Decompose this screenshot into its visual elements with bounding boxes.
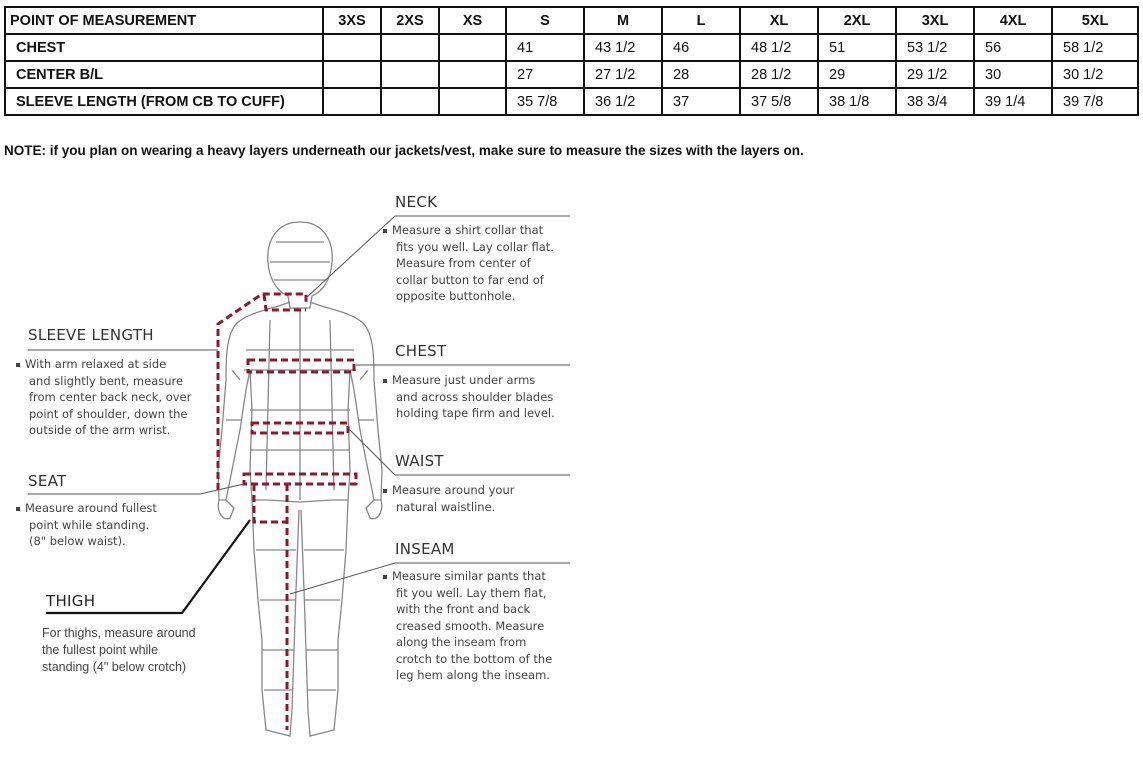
neck-title: NECK [395,193,438,211]
header-cell: 5XL [1052,7,1138,34]
header-cell: XS [439,7,506,34]
row-label: SLEEVE LENGTH (FROM CB TO CUFF) [5,88,323,115]
table-cell [323,61,381,88]
seat-title: SEAT [28,472,67,490]
neck-description: Measure a shirt collar that fits you well. Lay collar flat. Measure from center of collar button to far end of opposite buttonhole. [383,222,554,305]
header-cell: 3XS [323,7,381,34]
thigh-description: For thighs, measure around the fullest point while standing (4" below crotch) [42,626,196,674]
table-cell: 37 [662,88,740,115]
table-cell: 39 7/8 [1052,88,1138,115]
bullet-icon [16,363,20,367]
header-cell: M [584,7,662,34]
table-cell: 36 1/2 [584,88,662,115]
seat-description: Measure around fullest point while standing. (8" below waist). [16,500,157,550]
table-cell: 56 [974,34,1052,61]
table-cell [323,34,381,61]
bullet-icon [16,507,20,511]
table-cell [323,88,381,115]
table-cell [381,34,439,61]
layering-note: NOTE: if you plan on wearing a heavy layers underneath our jackets/vest, make sure to measure the sizes with the layers on. [4,143,804,158]
header-cell: XL [740,7,818,34]
table-cell [381,61,439,88]
header-cell: L [662,7,740,34]
thigh-measure-line [254,484,286,522]
table-row [5,61,1138,88]
table-cell: 39 1/4 [974,88,1052,115]
table-header-row [5,7,1138,34]
table-cell: 29 [818,61,896,88]
table-cell: 41 [506,34,584,61]
table-cell: 28 [662,61,740,88]
bullet-icon [383,575,387,579]
table-cell: 29 1/2 [896,61,974,88]
table-row [5,34,1138,61]
table-cell [439,61,506,88]
table-cell [381,88,439,115]
size-chart-table [4,6,1139,116]
table-cell: 37 5/8 [740,88,818,115]
table-cell [439,34,506,61]
row-label: CHEST [5,34,323,61]
waist-title: WAIST [395,452,444,470]
table-cell: 38 1/8 [818,88,896,115]
sleeve-length-description: With arm relaxed at side and slightly bent, measure from center back neck, over point of shoulder, down the outside of the arm wrist. [16,356,191,439]
sleeve-measure-line [218,294,306,490]
table-cell: 38 3/4 [896,88,974,115]
header-cell: POINT OF MEASUREMENT [5,7,323,34]
header-cell: S [506,7,584,34]
inseam-title: INSEAM [395,540,455,558]
inseam-description: Measure similar pants that fit you well. Lay them flat, with the front and back creased smooth. Measure along the inseam from crotch to the bottom of the leg hem along the inseam. [383,568,552,684]
table-cell: 30 [974,61,1052,88]
sleeve-length-title: SLEEVE LENGTH [28,326,154,344]
bullet-icon [383,489,387,493]
row-label: CENTER B/L [5,61,323,88]
waist-description: Measure around your natural waistline. [383,482,514,515]
table-cell: 43 1/2 [584,34,662,61]
table-cell: 53 1/2 [896,34,974,61]
bullet-icon [383,379,387,383]
header-cell: 2XL [818,7,896,34]
table-cell: 35 7/8 [506,88,584,115]
table-cell: 30 1/2 [1052,61,1138,88]
table-cell [439,88,506,115]
chest-title: CHEST [395,342,447,360]
chest-description: Measure just under arms and across shoulder blades holding tape firm and level. [383,372,555,422]
table-cell: 58 1/2 [1052,34,1138,61]
table-row [5,88,1138,115]
header-cell: 4XL [974,7,1052,34]
header-cell: 3XL [896,7,974,34]
table-cell: 28 1/2 [740,61,818,88]
thigh-title: THIGH [46,592,96,610]
bullet-icon [383,229,387,233]
table-cell: 51 [818,34,896,61]
header-cell: 2XS [381,7,439,34]
table-cell: 46 [662,34,740,61]
measurement-lines [218,294,356,730]
table-cell: 27 1/2 [584,61,662,88]
table-cell: 27 [506,61,584,88]
table-cell: 48 1/2 [740,34,818,61]
